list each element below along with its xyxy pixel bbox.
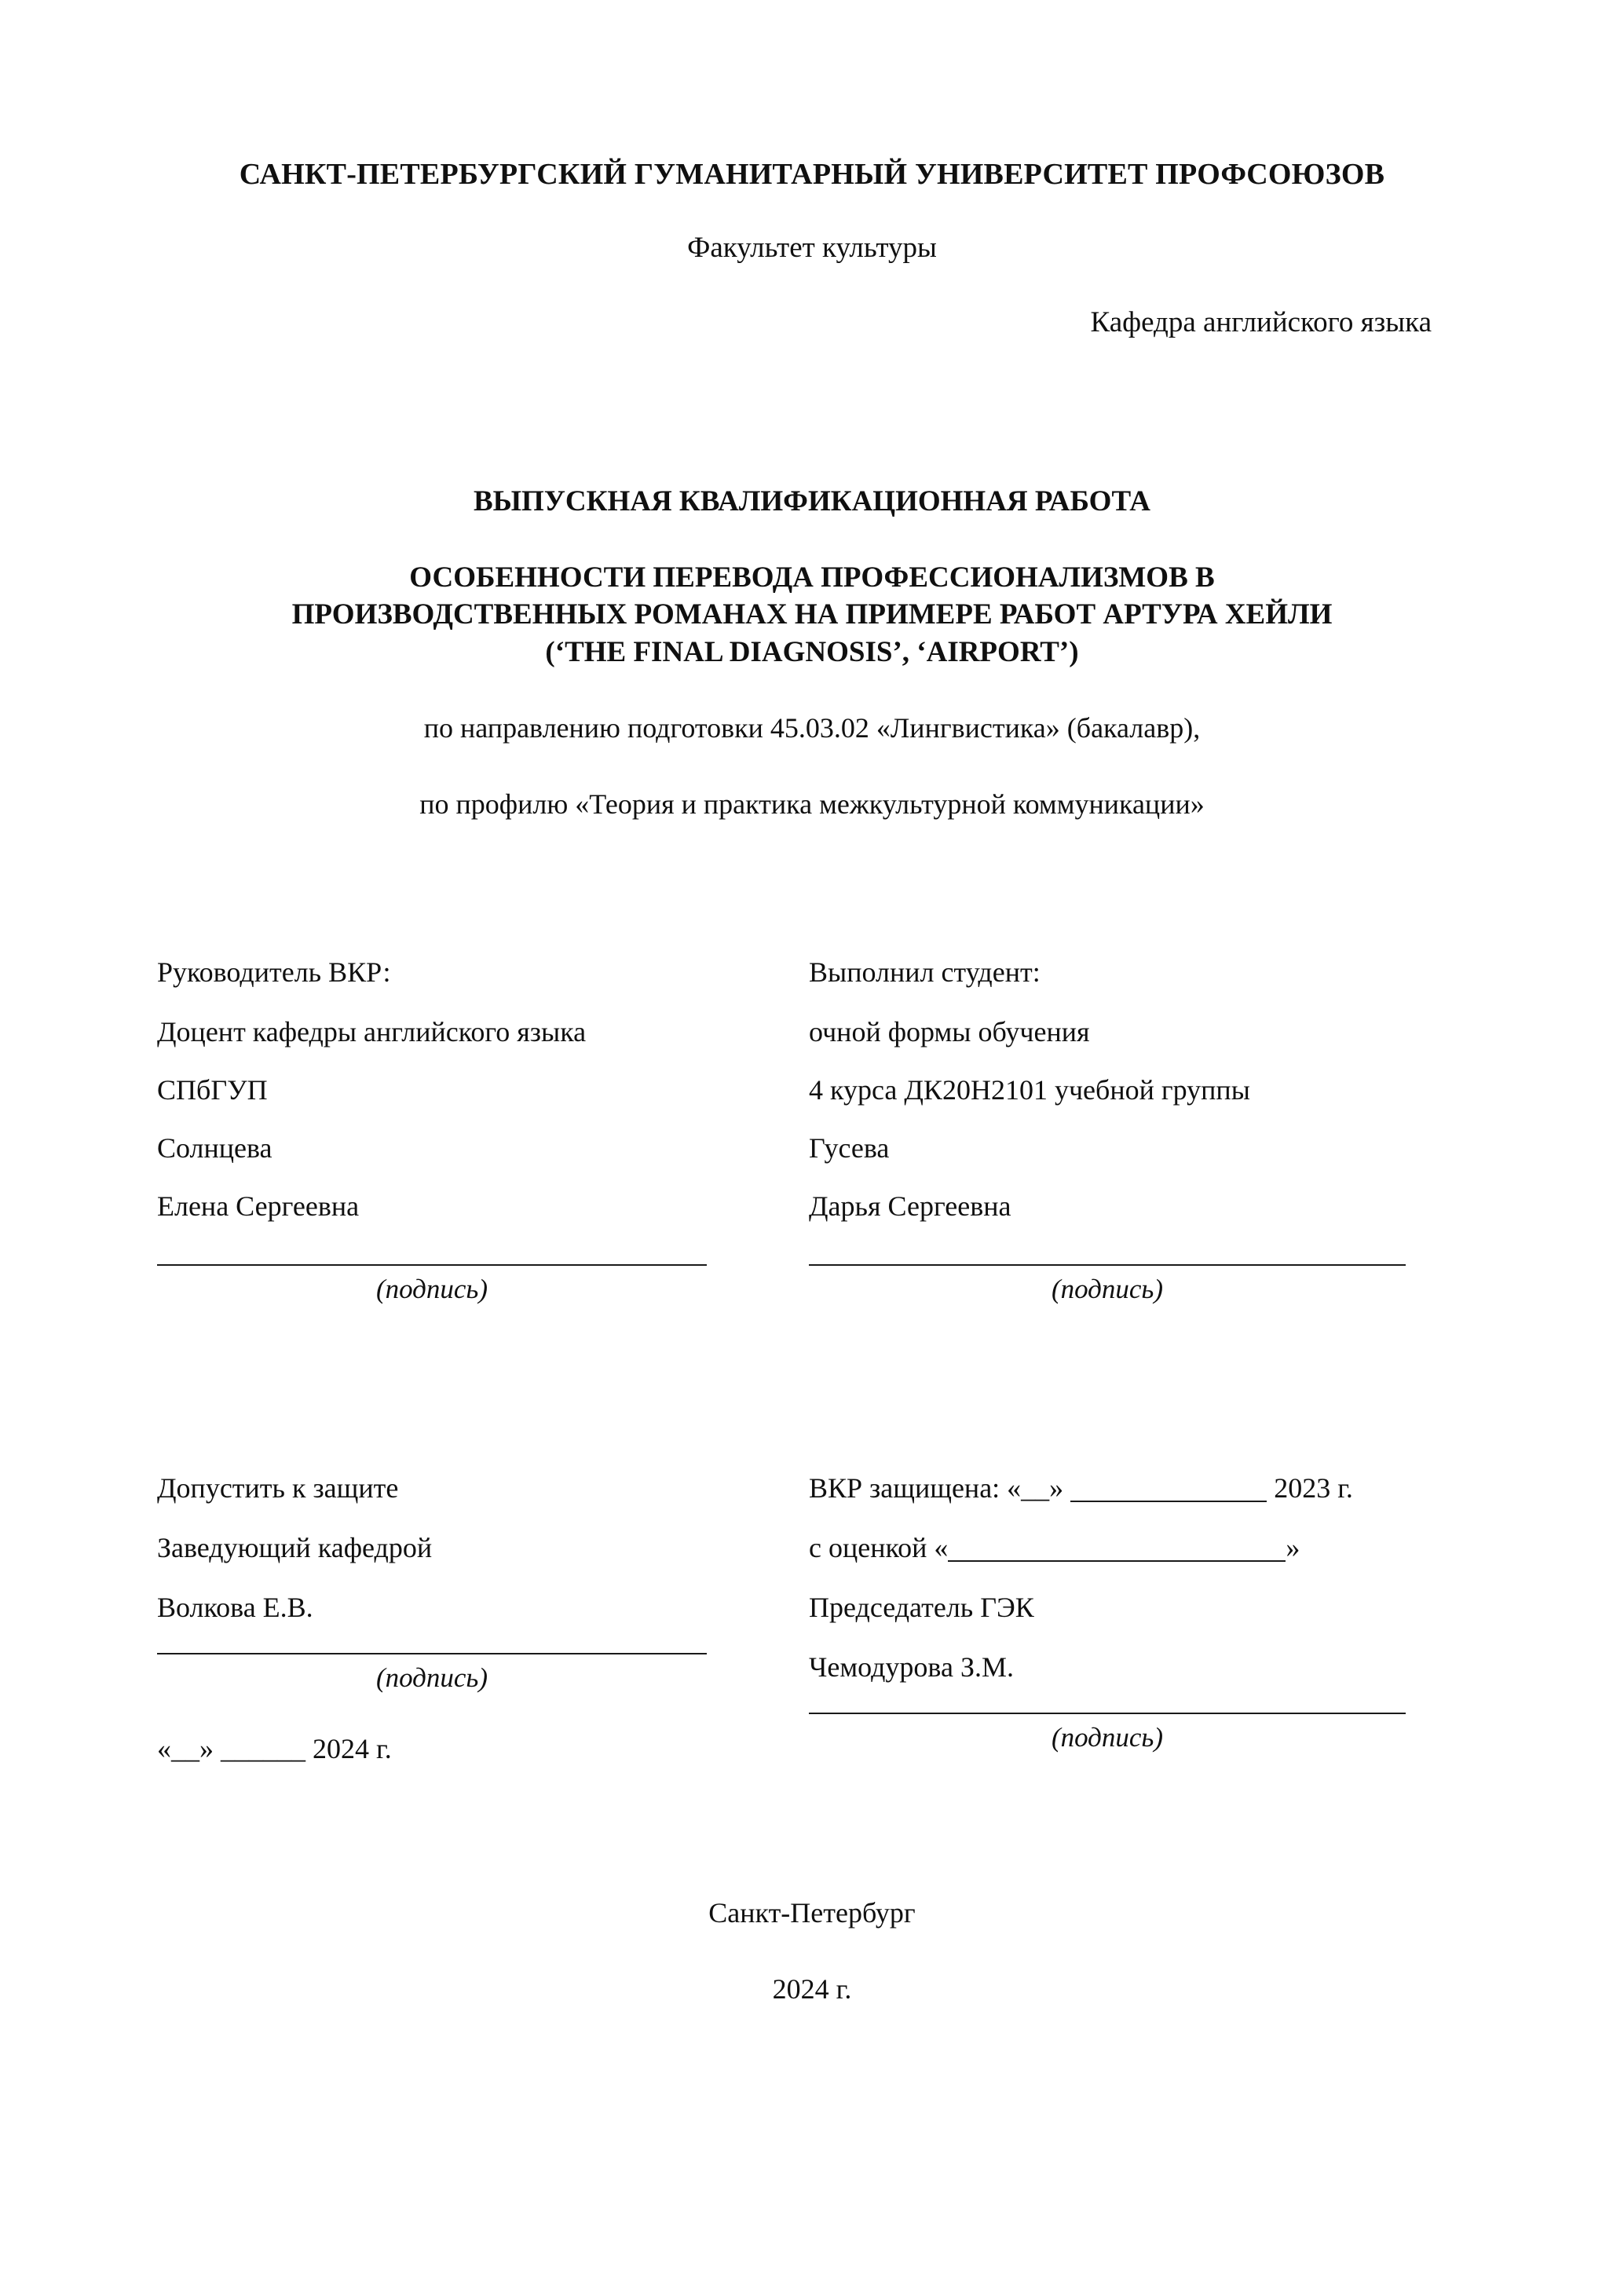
study-direction: по направлению подготовки 45.03.02 «Лингвистика» (бакалавр), (423, 712, 1201, 744)
defense-chair-name: Чемодурова З.М. (809, 1651, 1014, 1684)
supervisor-block (141, 958, 762, 1305)
work-type: ВЫПУСКНАЯ КВАЛИФИКАЦИОННАЯ РАБОТА (473, 485, 1151, 517)
admission-line-2: Заведующий кафедрой (157, 1532, 433, 1564)
supervisor-signature-label: (подпись) (375, 1274, 488, 1305)
department-name: Кафедра английского языка (1090, 306, 1432, 338)
defense-grade-prefix: с оценкой « (809, 1532, 949, 1564)
supervisor-role: Руководитель ВКР: (157, 956, 391, 989)
approval-row (141, 1474, 1483, 1794)
supervisor-position-line-2: СПбГУП (157, 1074, 268, 1106)
defense-date-line (809, 1474, 1437, 1502)
admission-head-name: Волкова Е.В. (157, 1592, 313, 1624)
defense-date-suffix: 2023 г. (1274, 1472, 1353, 1504)
signatories-row (141, 958, 1483, 1305)
admission-signature-label: (подпись) (375, 1662, 488, 1694)
defense-grade-line (809, 1534, 1437, 1562)
defense-date-blank (1070, 1474, 1267, 1502)
thesis-title-line-1: ОСОБЕННОСТИ ПЕРЕВОДА ПРОФЕССИОНАЛИЗМОВ В (409, 561, 1215, 594)
defense-date-prefix: ВКР защищена: «__» (809, 1472, 1064, 1504)
defense-chair-title: Председатель ГЭК (809, 1592, 1034, 1624)
city: Санкт-Петербург (708, 1897, 916, 1929)
student-block (762, 958, 1437, 1305)
university-name: САНКТ-ПЕТЕРБУРГСКИЙ ГУМАНИТАРНЫЙ УНИВЕРСИТЕТ ПРОФСОЮЗОВ (239, 158, 1385, 191)
defense-grade-suffix: » (1286, 1532, 1300, 1564)
thesis-title-line-3: (‘THE FINAL DIAGNOSIS’, ‘AIRPORT’) (545, 635, 1079, 668)
supervisor-surname: Солнцева (157, 1132, 272, 1164)
student-role: Выполнил студент: (809, 956, 1041, 989)
student-surname: Гусева (809, 1132, 890, 1164)
supervisor-signature-line (157, 1264, 707, 1266)
admission-line-1: Допустить к защите (157, 1472, 399, 1504)
faculty-name: Факультет культуры (687, 232, 937, 264)
year: 2024 г. (772, 1973, 852, 2005)
thesis-title (141, 559, 1483, 671)
student-name: Дарья Сергеевна (809, 1190, 1011, 1223)
supervisor-position-line-1: Доцент кафедры английского языка (157, 1016, 587, 1048)
defense-grade-blank (948, 1534, 1286, 1562)
student-signature-label: (подпись) (1051, 1274, 1164, 1305)
study-profile: по профилю «Теория и практика межкультурной коммуникации» (419, 788, 1205, 821)
defense-signature-label: (подпись) (1051, 1722, 1164, 1753)
admission-signature-line (157, 1653, 707, 1654)
student-signature-line (809, 1264, 1406, 1266)
student-group: 4 курса ДК20Н2101 учебной группы (809, 1074, 1250, 1106)
admission-block (141, 1474, 762, 1794)
supervisor-name: Елена Сергеевна (157, 1190, 360, 1223)
admission-date: «__» ______ 2024 г. (157, 1733, 392, 1765)
student-form: очной формы обучения (809, 1016, 1090, 1048)
defense-signature-line (809, 1713, 1406, 1714)
thesis-title-line-2: ПРОИЗВОДСТВЕННЫХ РОМАНАХ НА ПРИМЕРЕ РАБОТ АРТУРА ХЕЙЛИ (291, 598, 1333, 631)
defense-block (762, 1474, 1437, 1794)
